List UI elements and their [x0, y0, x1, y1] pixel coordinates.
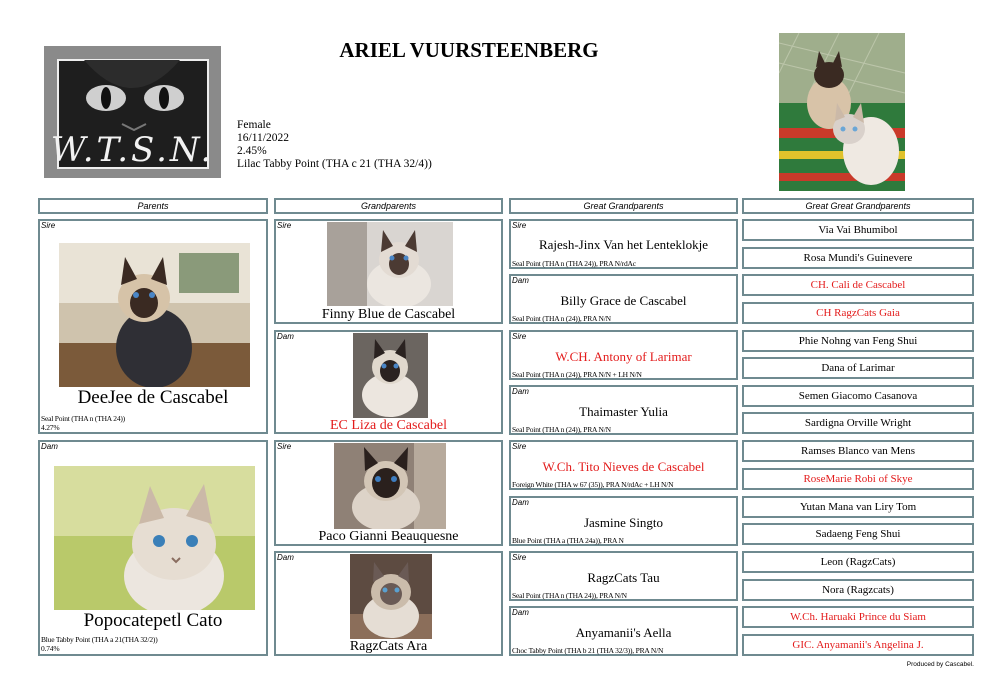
- parent-dam-card[interactable]: [38, 440, 268, 656]
- great-grandparent-info: Seal Point (THA n (24)), PRA N/N + LH N/N: [512, 370, 642, 379]
- ggg-cell[interactable]: [742, 247, 974, 269]
- parent-dam-info: Blue Tabby Point (THA a 21(THA 32/2)): [41, 635, 158, 644]
- great-grandparent-card[interactable]: [509, 219, 738, 269]
- grandparent-name: EC Liza de Cascabel: [329, 418, 447, 433]
- cat-name-title: ARIEL VUURSTEENBERG: [339, 38, 599, 62]
- header-parents: Parents: [38, 198, 268, 214]
- grandparent-card[interactable]: [274, 330, 503, 434]
- role-label: Dam: [512, 276, 529, 285]
- ggg-cell[interactable]: [742, 440, 974, 462]
- grandparent-card[interactable]: [274, 219, 503, 324]
- great-grandparent-name: Thaimaster Yulia: [579, 404, 668, 419]
- great-grandparent-info: Foreign White (THA w 67 (35)), PRA N/rdAc + LH N/N: [512, 480, 674, 489]
- grandparent-photo: [353, 333, 428, 418]
- great-grandparent-info: Seal Point (THA n (THA 24)), PRA N/N: [512, 591, 627, 600]
- great-grandparent-card[interactable]: [509, 385, 738, 435]
- logo-text: W.T.S.N.: [50, 130, 215, 170]
- grandparent-name: Finny Blue de Cascabel: [321, 307, 456, 322]
- role-label: Dam: [277, 553, 294, 562]
- parent-sire-photo: [59, 243, 250, 387]
- ggg-name: Phie Nohng van Feng Shui: [798, 335, 918, 347]
- cat-colour: Lilac Tabby Point (THA c 21 (THA 32/4)): [237, 158, 432, 170]
- ggg-name: CH. Cali de Cascabel: [810, 279, 906, 291]
- ggg-name: W.Ch. Haruaki Prince du Siam: [790, 611, 926, 623]
- role-label: Sire: [41, 221, 56, 230]
- ggg-name: Sardigna Orville Wright: [804, 417, 912, 429]
- ggg-cell[interactable]: [742, 302, 974, 324]
- great-grandparent-name: Anyamanii's Aella: [575, 625, 672, 640]
- ggg-name: Nora (Ragzcats): [822, 584, 894, 596]
- great-grandparent-name: W.Ch. Tito Nieves de Cascabel: [542, 459, 705, 474]
- ggg-name: Dana of Larimar: [821, 362, 895, 374]
- ggg-name: Yutan Mana van Liry Tom: [799, 501, 917, 513]
- ggg-cell[interactable]: [742, 496, 974, 518]
- grandparent-photo: [350, 554, 432, 639]
- ggg-name: Ramses Blanco van Mens: [801, 445, 915, 457]
- role-label: Sire: [277, 221, 292, 230]
- cat-details: [237, 119, 557, 171]
- role-label: Dam: [277, 332, 294, 341]
- parent-dam-pct: 0.74%: [41, 644, 60, 653]
- header-grandparents: Grandparents: [274, 198, 503, 214]
- great-grandparent-info: Seal Point (THA n (24)), PRA N/N: [512, 314, 611, 323]
- ggg-name: RoseMarie Robi of Skye: [803, 473, 913, 485]
- grandparent-name: RagzCats Ara: [349, 639, 428, 654]
- role-label: Sire: [512, 332, 527, 341]
- great-grandparent-card[interactable]: [509, 440, 738, 490]
- great-grandparent-card[interactable]: [509, 496, 738, 546]
- great-grandparent-card[interactable]: [509, 274, 738, 324]
- role-label: Sire: [277, 442, 292, 451]
- parent-sire-card[interactable]: [38, 219, 268, 434]
- ggg-cell[interactable]: [742, 385, 974, 407]
- cat-inbreeding: 2.45%: [237, 145, 267, 157]
- great-grandparent-card[interactable]: [509, 551, 738, 601]
- logo: [44, 46, 221, 178]
- grandparent-card[interactable]: [274, 440, 503, 546]
- ggg-name: Leon (RagzCats): [820, 556, 896, 568]
- role-label: Dam: [512, 498, 529, 507]
- ggg-cell[interactable]: [742, 634, 974, 656]
- cat-main-photo: [779, 33, 905, 191]
- parent-dam-photo: [54, 466, 255, 610]
- footer-credit: Produced by Cascabel.: [906, 661, 974, 668]
- header-great-grandparents: Great Grandparents: [509, 198, 738, 214]
- role-label: Dam: [512, 608, 529, 617]
- ggg-name: Sadaeng Feng Shui: [815, 528, 901, 540]
- role-label: Dam: [41, 442, 58, 451]
- ggg-cell[interactable]: [742, 412, 974, 434]
- role-label: Sire: [512, 553, 527, 562]
- ggg-cell[interactable]: [742, 274, 974, 296]
- great-grandparent-name: RagzCats Tau: [587, 570, 660, 585]
- parent-sire-info: Seal Point (THA n (THA 24)): [41, 414, 125, 423]
- grandparent-card[interactable]: [274, 551, 503, 656]
- role-label: Sire: [512, 221, 527, 230]
- great-grandparent-info: Seal Point (THA n (24)), PRA N/N: [512, 425, 611, 434]
- ggg-cell[interactable]: [742, 468, 974, 490]
- ggg-name: Rosa Mundi's Guinevere: [803, 252, 913, 264]
- ggg-cell[interactable]: [742, 606, 974, 628]
- ggg-cell[interactable]: [742, 523, 974, 545]
- grandparent-photo: [334, 443, 446, 529]
- great-grandparent-info: Blue Point (THA a (THA 24a)), PRA N: [512, 536, 624, 545]
- great-grandparent-name: Billy Grace de Cascabel: [560, 293, 687, 308]
- ggg-cell[interactable]: [742, 579, 974, 601]
- grandparent-photo: [327, 222, 453, 306]
- parent-sire-name: DeeJee de Cascabel: [77, 387, 229, 408]
- grandparent-name: Paco Gianni Beauquesne: [318, 529, 459, 544]
- parent-sire-pct: 4.27%: [41, 423, 60, 432]
- great-grandparent-info: Seal Point (THA n (THA 24)), PRA N/rdAc: [512, 259, 636, 268]
- cat-sex: Female: [237, 119, 271, 131]
- great-grandparent-card[interactable]: [509, 330, 738, 380]
- ggg-name: Via Vai Bhumibol: [818, 224, 898, 236]
- ggg-name: Semen Giacomo Casanova: [798, 390, 918, 402]
- ggg-cell[interactable]: [742, 551, 974, 573]
- great-grandparent-name: W.CH. Antony of Larimar: [555, 349, 692, 364]
- ggg-cell[interactable]: [742, 357, 974, 379]
- role-label: Sire: [512, 442, 527, 451]
- cat-dob: 16/11/2022: [237, 132, 289, 144]
- great-grandparent-card[interactable]: [509, 606, 738, 656]
- great-grandparent-name: Rajesh-Jinx Van het Lenteklokje: [538, 237, 709, 252]
- ggg-cell[interactable]: [742, 330, 974, 352]
- role-label: Dam: [512, 387, 529, 396]
- ggg-name: GIC. Anyamanii's Angelina J.: [792, 639, 924, 651]
- ggg-cell[interactable]: [742, 219, 974, 241]
- great-grandparent-name: Jasmine Singto: [583, 515, 664, 530]
- ggg-name: CH RagzCats Gaia: [816, 307, 900, 319]
- header-great-great-grandparents: Great Great Grandparents: [742, 198, 974, 214]
- great-grandparent-info: Choc Tabby Point (THA b 21 (THA 32/3)), PRA N/N: [512, 646, 664, 655]
- parent-dam-name: Popocatepetl Cato: [83, 610, 223, 631]
